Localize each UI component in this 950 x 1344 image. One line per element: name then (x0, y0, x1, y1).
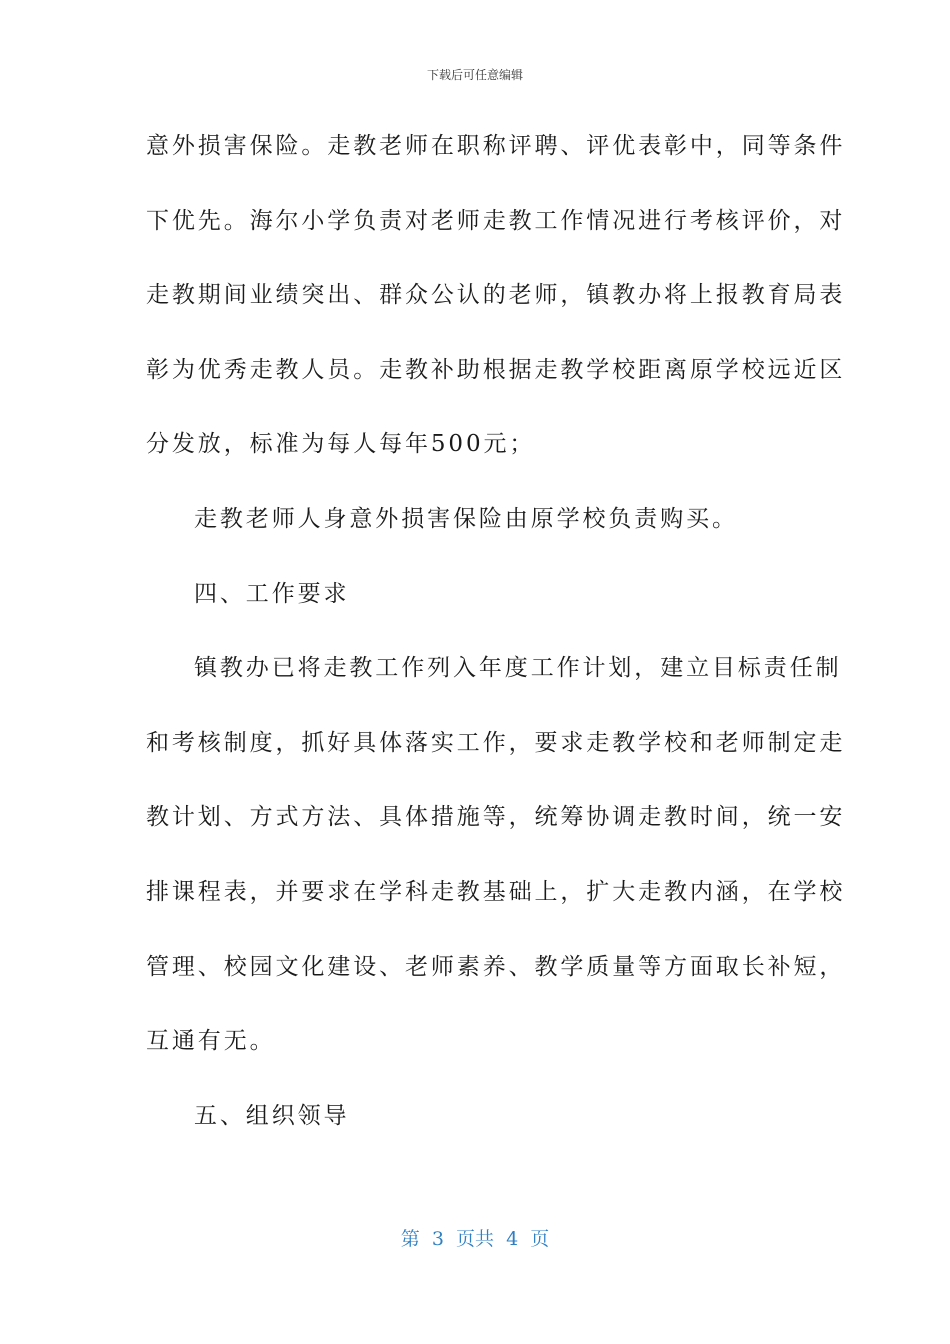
paragraph-line: 走教老师人身意外损害保险由原学校负责购买。 (194, 505, 738, 532)
paragraph-line: 镇教办已将走教工作列入年度工作计划，建立目标责任制 (194, 655, 842, 682)
header-note: 下载后可任意编辑 (426, 68, 523, 82)
body-line: 下优先。海尔小学负责对老师走教工作情况进行考核评价，对 (146, 207, 846, 234)
body-line: 和考核制度，抓好具体落实工作，要求走教学校和老师制定走 (146, 729, 846, 756)
body-line: 走教期间业绩突出、群众公认的老师，镇教办将上报教育局表 (146, 282, 846, 309)
body-line: 教计划、方式方法、具体措施等，统筹协调走教时间，统一安 (146, 804, 846, 831)
body-line: 排课程表，并要求在学科走教基础上，扩大走教内涵，在学校 (146, 878, 846, 905)
body-line: 分发放，标准为每人每年500元； (146, 431, 536, 458)
body-line: 彰为优秀走教人员。走教补助根据走教学校距离原学校远近区 (146, 356, 846, 383)
body-line: 管理、校园文化建设、老师素养、教学质量等方面取长补短， (146, 953, 846, 980)
section-heading: 四、工作要求 (194, 580, 350, 607)
document-body (146, 120, 846, 1164)
body-line: 意外损害保险。走教老师在职称评聘、评优表彰中，同等条件 (146, 133, 846, 159)
section-heading: 五、组织领导 (194, 1102, 350, 1129)
body-line: 互通有无。 (146, 1028, 276, 1055)
page-number-footer: 第 3 页共 4 页 (400, 1228, 550, 1250)
